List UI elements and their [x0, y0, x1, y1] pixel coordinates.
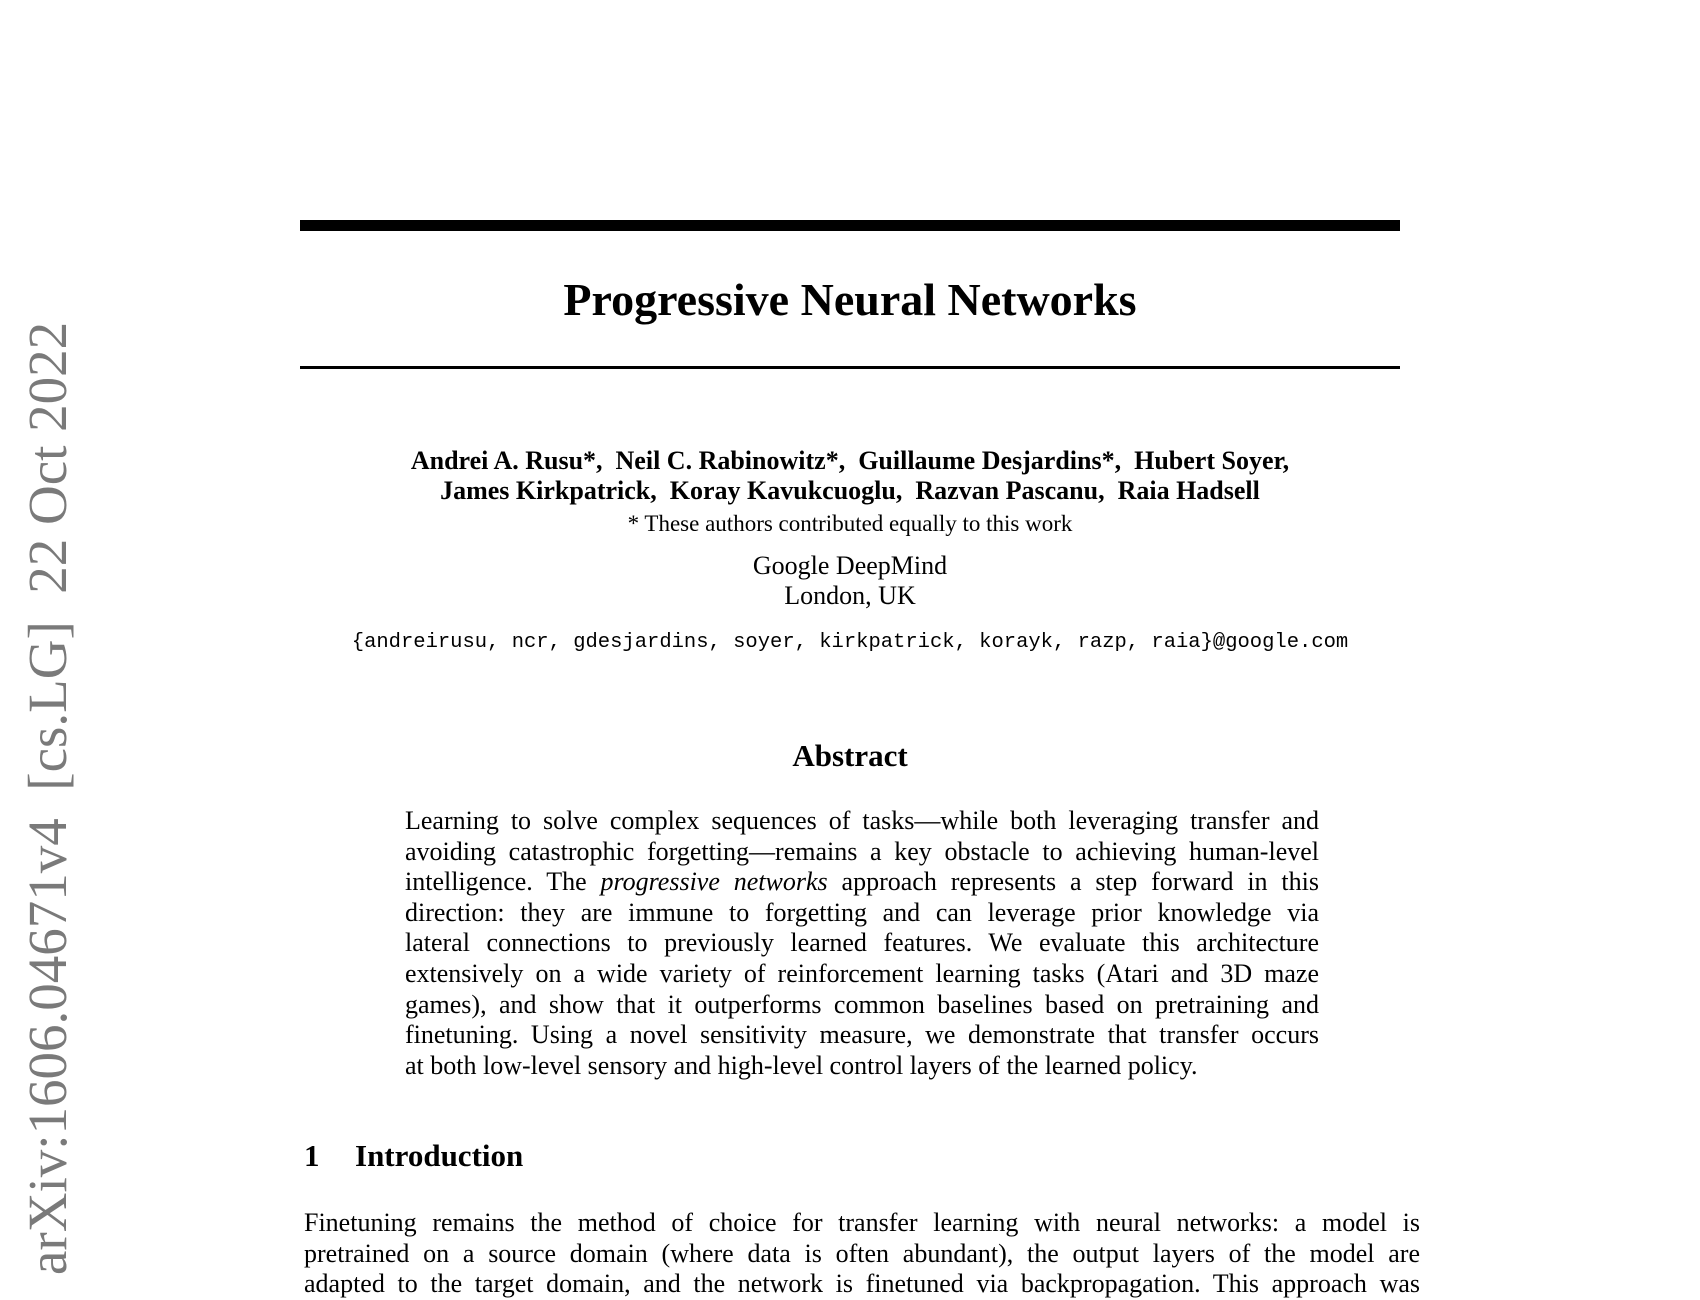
affiliation-org: Google DeepMind: [752, 551, 948, 580]
abstract-body: [405, 806, 1319, 1081]
abstract-line: avoiding catastrophic forgetting—remains a key obstacle to achieving human-level: [405, 836, 1319, 866]
abstract-line: finetuning. Using a novel sensitivity measure, we demonstrate that transfer occurs: [405, 1020, 1319, 1050]
author-list: [300, 446, 1400, 506]
section-title: Introduction: [355, 1138, 524, 1173]
author-emails: {andreirusu, ncr, gdesjardins, soyer, kirkpatrick, korayk, razp, raia}@google.com: [351, 631, 1349, 654]
abstract-line: extensively on a wide variety of reinforcement learning tasks (Atari and 3D maze: [405, 958, 1319, 988]
abstract-line: intelligence. The progressive networks approach represents a step forward in this: [405, 867, 1319, 897]
abstract-line: Learning to solve complex sequences of tasks—while both leveraging transfer and: [405, 806, 1319, 835]
emphasis-term: progressive networks: [600, 867, 828, 897]
paper-title: Progressive Neural Networks: [563, 274, 1137, 325]
section-number: 1: [304, 1138, 320, 1173]
affiliation: [300, 551, 1400, 611]
abstract-line: direction: they are immune to forgetting and can leverage prior knowledge via: [405, 897, 1319, 927]
equal-contribution-note: * These authors contributed equally to this work: [627, 511, 1073, 536]
abstract-line: games), and show that it outperforms common baselines based on pretraining and: [405, 989, 1319, 1019]
body-line: Finetuning remains the method of choice for transfer learning with neural networks: a model is: [304, 1208, 1420, 1237]
body-line: pretrained on a source domain (where data is often abundant), the output layers of the model are: [304, 1238, 1420, 1268]
author-line: James Kirkpatrick, Koray Kavukcuoglu, Razvan Pascanu, Raia Hadsell: [440, 476, 1260, 505]
abstract-line: lateral connections to previously learned features. We evaluate this architecture: [405, 928, 1319, 958]
body-line: adapted to the target domain, and the network is finetuned via backpropagation. This approach was: [304, 1269, 1420, 1299]
arxiv-identifier-stamp: arXiv:1606.04671v4 [cs.LG] 22 Oct 2022: [17, 321, 78, 1275]
author-line: Andrei A. Rusu*, Neil C. Rabinowitz*, Guillaume Desjardins*, Hubert Soyer,: [410, 446, 1290, 475]
affiliation-location: London, UK: [784, 581, 916, 610]
section-heading-introduction: [304, 1138, 523, 1174]
abstract-line: at both low-level sensory and high-level control layers of the learned policy.: [405, 1050, 1198, 1080]
abstract-heading: Abstract: [792, 738, 908, 773]
title-bottom-rule: [300, 366, 1400, 369]
title-top-rule: [300, 220, 1400, 231]
introduction-body: [304, 1208, 1420, 1300]
